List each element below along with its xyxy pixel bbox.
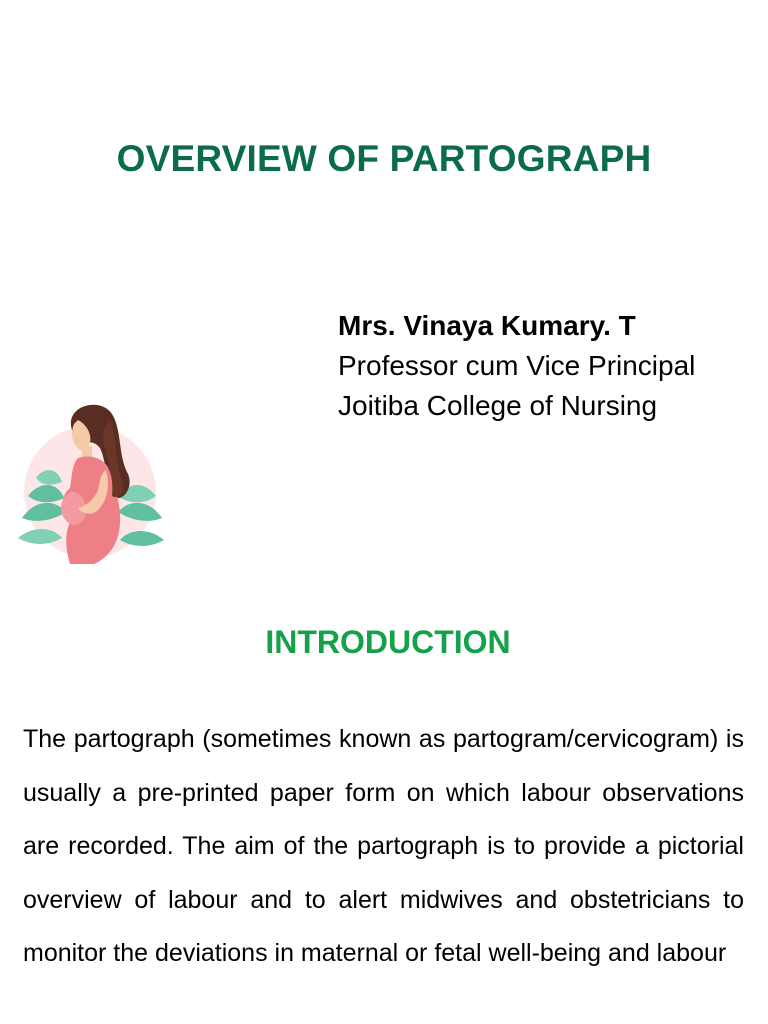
author-name: Mrs. Vinaya Kumary. T [338,310,636,341]
section-heading-introduction: INTRODUCTION [265,624,511,660]
pregnant-woman-illustration-icon [14,400,166,570]
author-institution: Joitiba College of Nursing [338,390,658,421]
page-title: OVERVIEW OF PARTOGRAPH [116,138,652,179]
introduction-paragraph: The partograph (sometimes known as partogram/cervicogram) is usually a pre-printed paper form on which labour observations are recorded. The aim of the partograph is to provide a pictorial overview of labour and to alert midwives and obstetricians to monitor the deviations in maternal or fetal well-being and labour [23,725,744,967]
author-block [338,306,758,426]
author-role: Professor cum Vice Principal [338,350,696,381]
